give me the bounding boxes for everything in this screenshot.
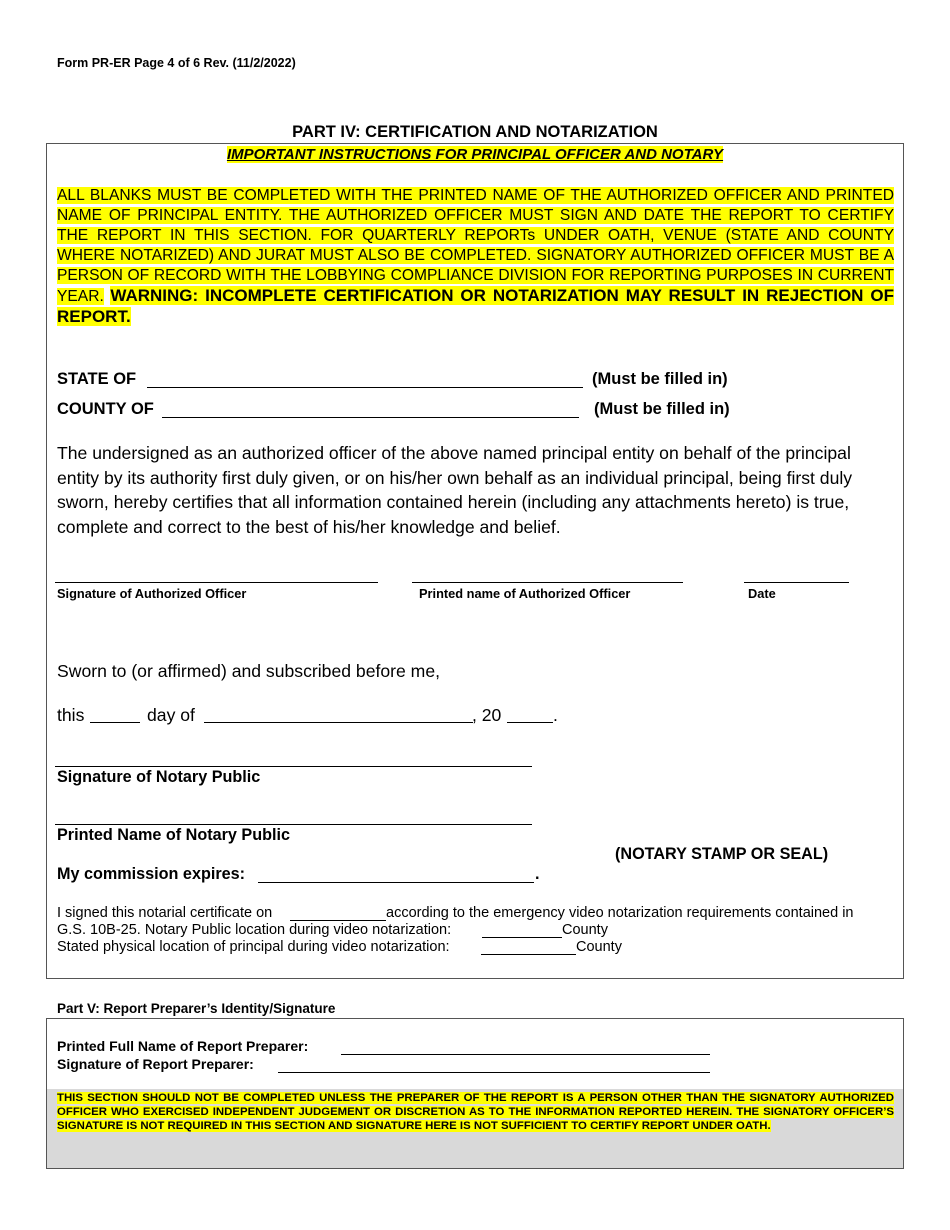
officer-printed-name-label: Printed name of Authorized Officer bbox=[419, 586, 631, 601]
form-id: Form PR-ER Page 4 of 6 Rev. (11/2/2022) bbox=[57, 56, 296, 70]
notary-stamp-label: (NOTARY STAMP OR SEAL) bbox=[615, 845, 829, 863]
jurat-year: , 20 bbox=[472, 705, 502, 725]
notary-signature-field[interactable] bbox=[55, 766, 532, 767]
principal-county-field[interactable] bbox=[481, 954, 576, 955]
jurat-day-field[interactable] bbox=[90, 722, 140, 723]
officer-signature-field[interactable] bbox=[55, 582, 378, 583]
date-field[interactable] bbox=[744, 582, 849, 583]
certification-text: The undersigned as an authorized officer of the above named principal entity on behalf of the principal entity by its authority first duly given, or on his/her own behalf as an individual principal, being first duly sworn, hereby certifies that all information contained herein (including any attachments hereto) is true, complete and correct to the best of his/her knowledge and belief. bbox=[57, 443, 853, 537]
video-line1-b: according to the emergency video notarization requirements contained in bbox=[386, 905, 854, 921]
state-field[interactable] bbox=[147, 387, 583, 388]
jurat-day-of: day of bbox=[147, 705, 195, 725]
instructions-block bbox=[57, 186, 894, 328]
preparer-signature-label: Signature of Report Preparer: bbox=[57, 1056, 254, 1072]
warning-text: WARNING: INCOMPLETE CERTIFICATION OR NOTARIZATION MAY RESULT IN REJECTION OF REPORT. bbox=[57, 286, 894, 326]
jurat-this: this bbox=[57, 705, 85, 725]
preparer-notice: THIS SECTION SHOULD NOT BE COMPLETED UNLESS THE PREPARER OF THE REPORT IS A PERSON OTHER THAN THE SIGNATORY AUTHORIZED OFFICER WHO EXERCISED INDEPENDENT JUDGEMENT OR DISCRETION AS TO THE INFORMATION REPORTED HEREIN. THE SIGNATORY OFFICER’S SIGNATURE IS NOT REQUIRED IN THIS SECTION AND SIGNATURE HERE IS NOT SUFFICIENT TO CERTIFY REPORT UNDER OATH. bbox=[57, 1092, 894, 1132]
commission-end: . bbox=[535, 865, 540, 883]
preparer-name-field[interactable] bbox=[341, 1054, 710, 1055]
video-line3-a: Stated physical location of principal during video notarization: bbox=[57, 939, 450, 955]
notary-county-field[interactable] bbox=[482, 937, 562, 938]
sworn-text: Sworn to (or affirmed) and subscribed before me, bbox=[57, 661, 441, 681]
instructions-text: ALL BLANKS MUST BE COMPLETED WITH THE PRINTED NAME OF THE AUTHORIZED OFFICER AND PRINTED NAME OF PRINCIPAL ENTITY. THE AUTHORIZED OFFICER MUST SIGN AND DATE THE REPORT TO CERTIFY THE REPORT IN THIS SECTION. FOR QUARTERLY REPORTs UNDER OATH, VENUE (STATE AND COUNTY WHERE NOTARIZED) AND JURAT MUST ALSO BE COMPLETED. SIGNATORY AUTHORIZED OFFICER MUST BE A PERSON OF RECORD WITH THE LOBBYING COMPLIANCE DIVISION FOR REPORTING PURPOSES IN CURRENT YEAR. bbox=[57, 187, 894, 305]
notary-printed-name-label: Printed Name of Notary Public bbox=[57, 826, 290, 844]
jurat-end: . bbox=[553, 705, 558, 725]
instructions-title: IMPORTANT INSTRUCTIONS FOR PRINCIPAL OFFICER AND NOTARY bbox=[226, 146, 724, 163]
notary-printed-name-field[interactable] bbox=[55, 824, 532, 825]
officer-printed-name-field[interactable] bbox=[412, 582, 683, 583]
preparer-name-label: Printed Full Name of Report Preparer: bbox=[57, 1038, 309, 1054]
state-label: STATE OF bbox=[57, 370, 137, 388]
date-label: Date bbox=[748, 586, 776, 601]
video-date-field[interactable] bbox=[290, 920, 386, 921]
video-line2-a: G.S. 10B-25. Notary Public location during video notarization: bbox=[57, 922, 452, 938]
county-note: (Must be filled in) bbox=[594, 400, 730, 418]
preparer-signature-field[interactable] bbox=[278, 1072, 710, 1073]
county-label: COUNTY OF bbox=[57, 400, 154, 418]
commission-field[interactable] bbox=[258, 882, 534, 883]
commission-label: My commission expires: bbox=[57, 865, 246, 883]
notary-signature-label: Signature of Notary Public bbox=[57, 768, 261, 786]
officer-signature-label: Signature of Authorized Officer bbox=[57, 586, 247, 601]
county-field[interactable] bbox=[162, 417, 579, 418]
video-county-2: County bbox=[576, 939, 622, 955]
state-note: (Must be filled in) bbox=[592, 370, 728, 388]
part4-title: PART IV: CERTIFICATION AND NOTARIZATION bbox=[292, 123, 658, 141]
video-line1-a: I signed this notarial certificate on bbox=[57, 905, 273, 921]
jurat-year-field[interactable] bbox=[507, 722, 553, 723]
jurat-month-field[interactable] bbox=[204, 722, 473, 723]
video-county-1: County bbox=[562, 922, 608, 938]
part5-title: Part V: Report Preparer’s Identity/Signature bbox=[57, 1001, 336, 1016]
